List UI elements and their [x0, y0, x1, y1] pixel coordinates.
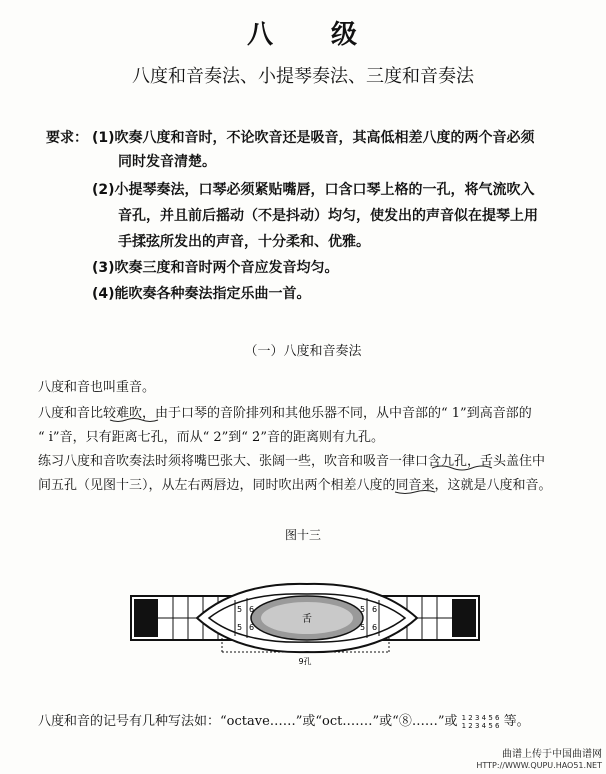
hole-digit: 5 — [237, 623, 243, 632]
paragraph-2-line2: “ i̇”音，只有距离七孔，而从“ 2”到“ 2̇”音的距离则有九孔。 — [38, 430, 384, 445]
watermark-line1: 曲谱上传于中国曲谱网 — [502, 749, 602, 760]
requirement-3: (3)吹奏三度和音时两个音应发音均匀。 — [92, 260, 339, 276]
page-title: 八 级 — [246, 20, 359, 50]
paragraph-3-line1: 练习八度和音吹奏法时须将嘴巴张大、张阔一些，吹音和吸音一律口含九孔，舌头盖住中 — [38, 454, 546, 469]
requirement-2-line3: 手揉弦所发出的声音，十分柔和、优雅。 — [118, 234, 370, 250]
requirements-label: 要求： — [46, 130, 88, 146]
paragraph-3-line2: 间五孔（见图十三），从左右两唇边，同时吹出两个相差八度的同音来，这就是八度和音。 — [38, 478, 552, 493]
requirement-1-line2: 同时发音清楚。 — [118, 154, 216, 170]
requirement-4: (4)能吹奏各种奏法指定乐曲一首。 — [92, 286, 311, 302]
paragraph-1: 八度和音也叫重音。 — [38, 380, 156, 395]
figure-caption: 图十三 — [284, 528, 321, 542]
hole-digit: 6 — [249, 605, 255, 614]
requirement-2-line1: (2)小提琴奏法，口琴必须紧贴嘴唇，口含口琴上格的一孔，将气流吹入 — [92, 182, 535, 198]
notation-digits-top: 1 2 3 4 5 6 — [461, 713, 500, 722]
paragraph-2-line1: 八度和音比较难吹，由于口琴的音阶排列和其他乐器不同，从中音部的“ 1”到高音部的 — [38, 406, 532, 421]
notation-digits-bottom: 1 2 3 4 5 6 — [461, 721, 500, 730]
notation-digit-stack — [462, 714, 500, 730]
notation-note — [38, 710, 530, 730]
hole-digit: 5 — [360, 623, 366, 632]
hole-digit: 6 — [249, 623, 255, 632]
section-heading: （一）八度和音奏法 — [244, 344, 362, 359]
hole-digit: 6 — [372, 623, 378, 632]
span-label: 9孔 — [298, 657, 312, 666]
watermark — [476, 749, 602, 771]
notation-text: 八度和音的记号有几种写法如：“octave……”或“oct.……”或“⑧……”或 — [38, 714, 458, 729]
notation-end: 等。 — [503, 714, 530, 729]
hole-digit: 6 — [372, 605, 378, 614]
hole-digit: 5 — [360, 605, 366, 614]
hole-digit: 5 — [237, 605, 243, 614]
requirement-2-line2: 音孔，并且前后摇动（不是抖动）均匀，使发出的声音似在提琴上用 — [118, 208, 538, 224]
harmonica-diagram — [127, 560, 483, 670]
requirement-1-line1: (1)吹奏八度和音时，不论吹音还是吸音，其高低相差八度的两个音必须 — [92, 130, 535, 146]
page-subtitle: 八度和音奏法、小提琴奏法、三度和音奏法 — [132, 66, 474, 87]
watermark-line2: HTTP://WWW.QUPU.HAO51.NET — [476, 761, 602, 770]
tongue-label: 舌 — [302, 614, 312, 625]
